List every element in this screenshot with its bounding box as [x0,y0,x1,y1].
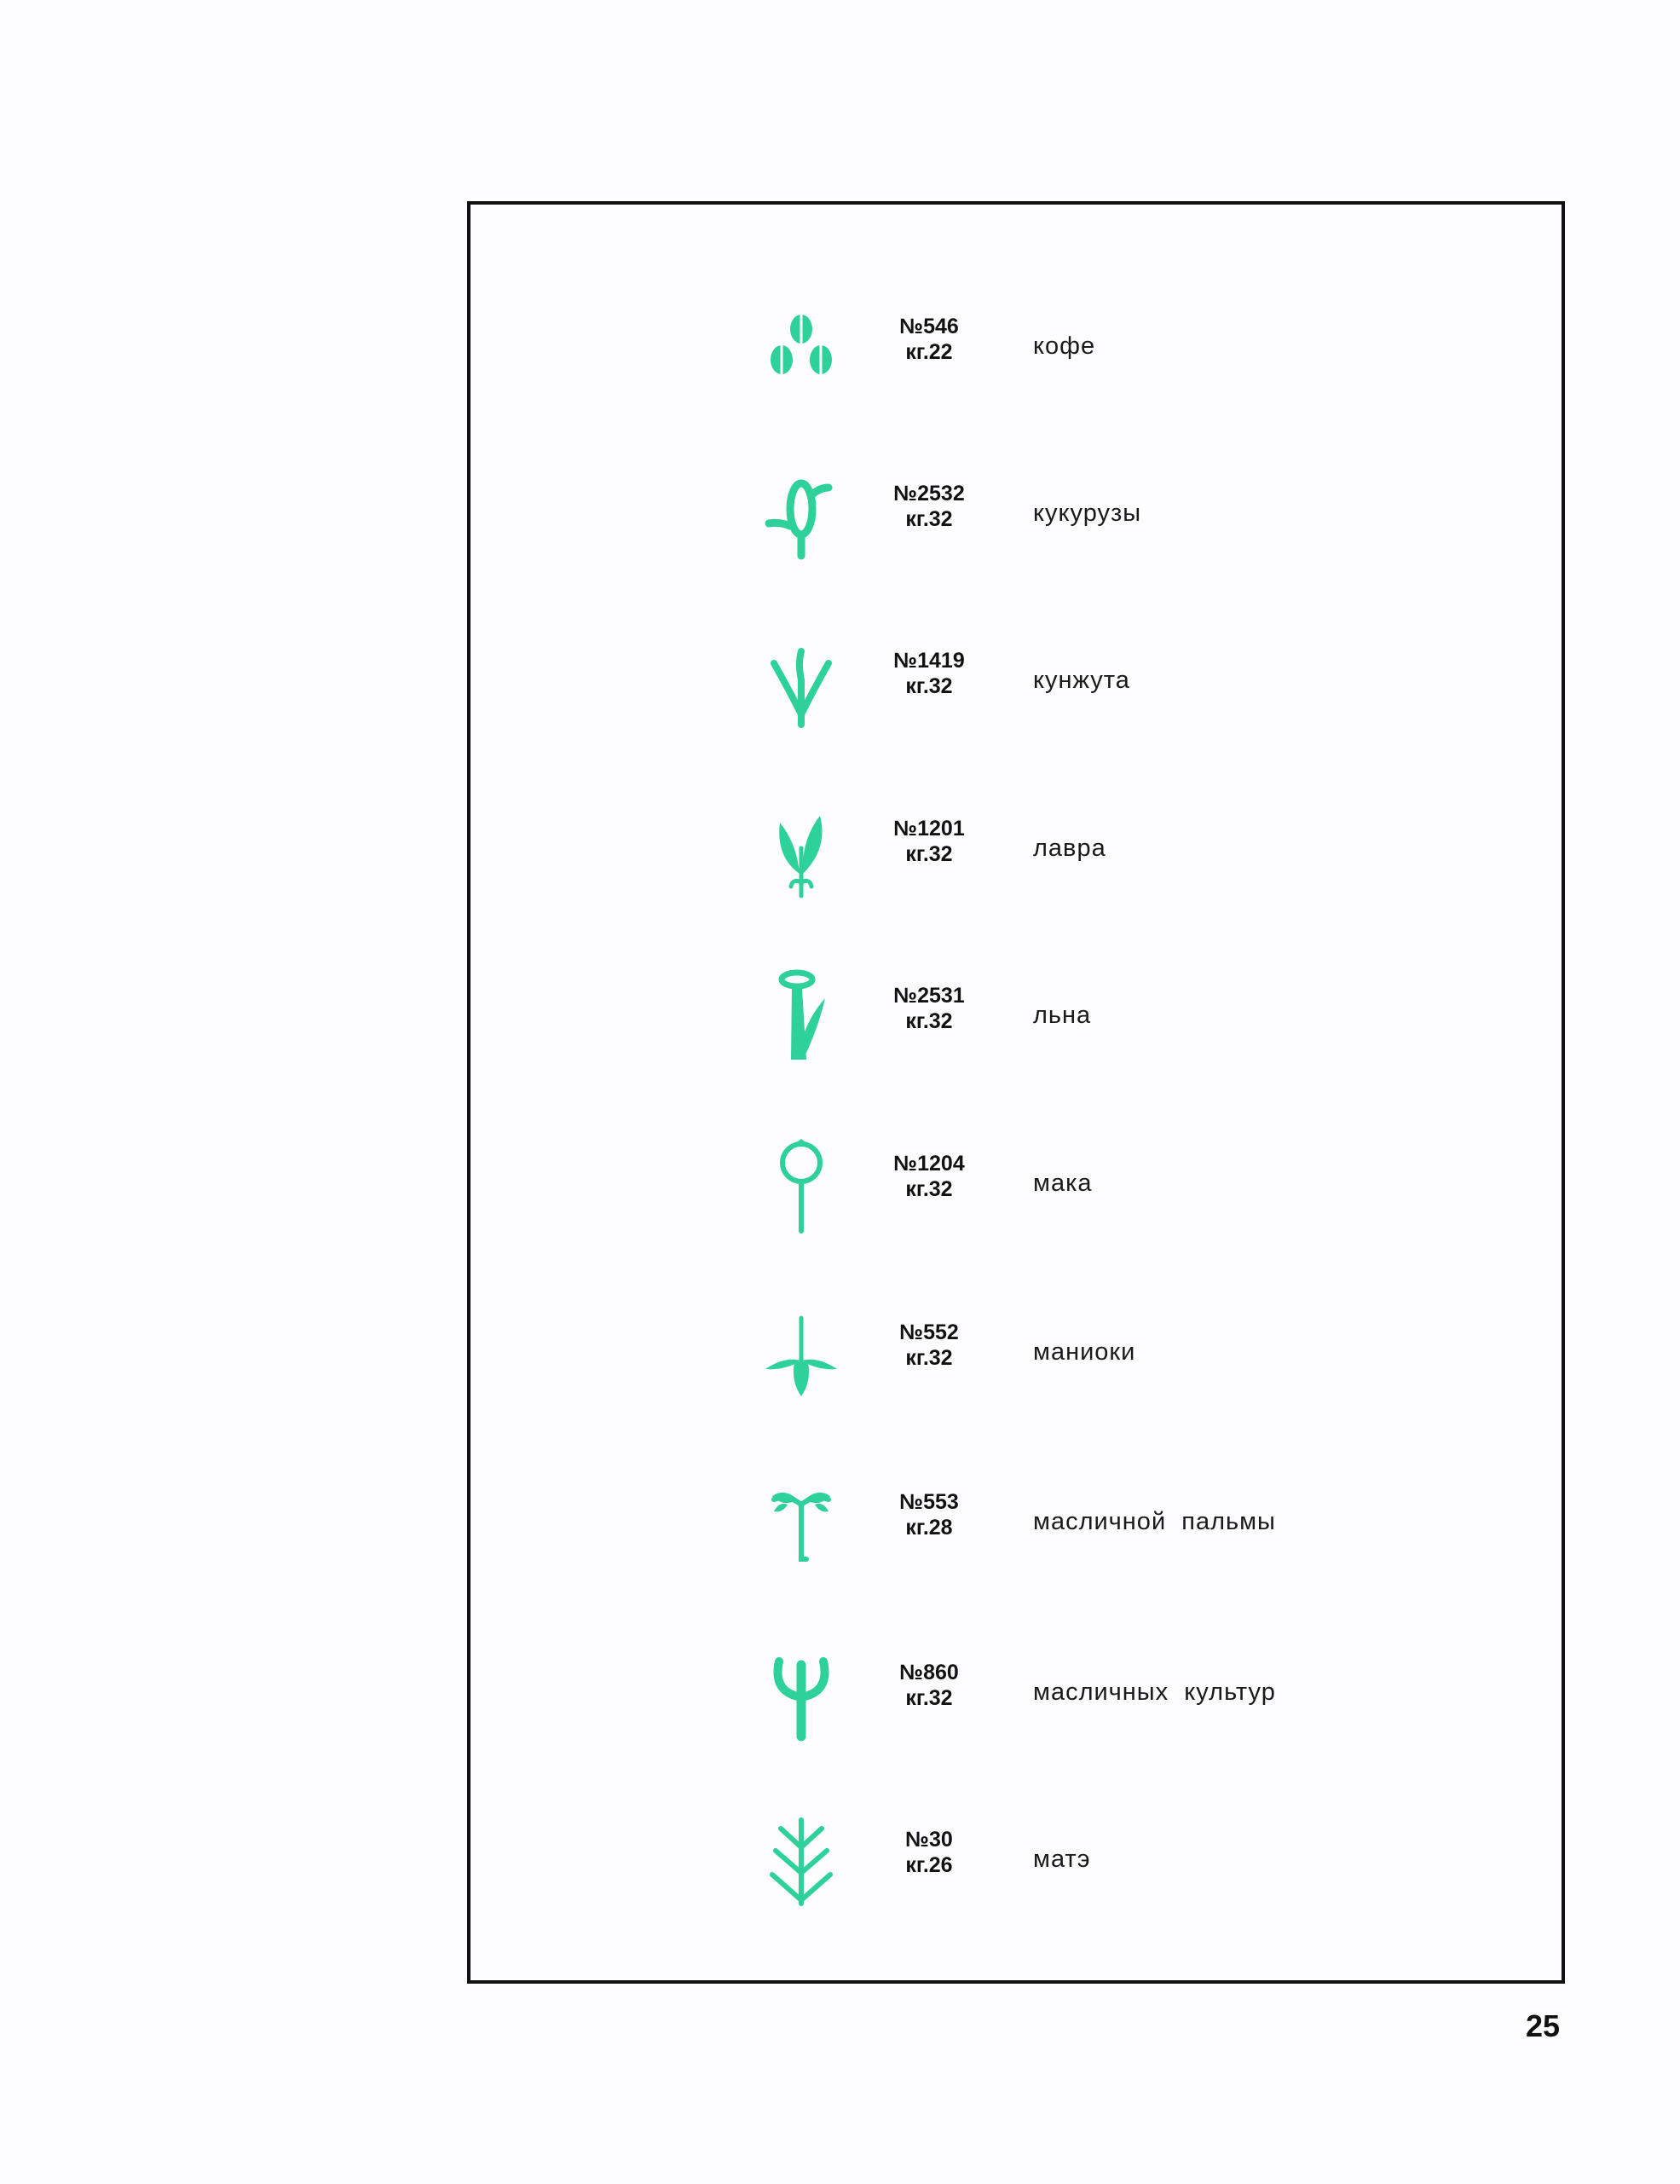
crop-name: маниоки [1033,1338,1136,1366]
symbol-number: №1201 [893,817,965,841]
legend-row-cassava [750,1301,1432,1403]
symbol-size: кг.32 [905,1177,953,1201]
symbol-size: кг.26 [905,1853,953,1877]
symbol-size: кг.32 [905,1009,953,1033]
symbol-size: кг.22 [905,340,953,364]
symbol-size: кг.28 [905,1516,953,1540]
crop-name: мака [1033,1170,1093,1197]
cassava-icon [750,1301,852,1403]
symbol-number: №552 [899,1320,959,1344]
symbol-number: №1419 [893,649,965,673]
crop-name: масличной пальмы [1033,1508,1276,1535]
legend-row-coffee [750,295,1432,397]
legend-row-oil-palm [750,1470,1432,1573]
crop-name: масличных культур [1033,1678,1276,1706]
coffee-beans-icon [750,295,852,397]
symbol-size: кг.32 [905,1686,953,1710]
legend-row-sesame [750,629,1432,731]
symbol-number: №1204 [893,1152,965,1176]
legend-row-oil-crops [750,1641,1432,1743]
legend-row-mate [750,1808,1432,1910]
legend-row-poppy [750,1132,1432,1234]
symbol-number: №546 [899,315,959,338]
mate-icon [750,1808,852,1910]
crop-name: льна [1033,1002,1092,1029]
symbol-size: кг.32 [905,842,953,866]
symbol-number: №2532 [893,482,965,506]
legend-row-flax [750,964,1432,1066]
symbol-number: №553 [899,1490,959,1514]
laurel-icon [750,797,852,899]
symbol-number: №30 [905,1828,953,1852]
legend-row-laurel [750,797,1432,899]
oil-palm-icon [750,1470,852,1573]
symbol-size: кг.32 [905,507,953,531]
symbol-size: кг.32 [905,674,953,698]
symbol-number: №2531 [893,984,965,1008]
crop-name: кукурузы [1033,500,1142,527]
oil-crops-icon [750,1641,852,1743]
page-number: 25 [1526,2008,1561,2043]
poppy-icon [750,1132,852,1234]
legend-row-corn [750,462,1432,564]
sesame-icon [750,629,852,731]
crop-name: кофе [1033,332,1096,360]
corn-icon [750,462,852,564]
crop-name: лавра [1033,835,1106,862]
symbol-number: №860 [899,1661,959,1684]
symbol-size: кг.32 [905,1346,953,1370]
crop-name: кунжута [1033,667,1130,694]
flax-icon [750,964,852,1066]
crop-name: матэ [1033,1846,1091,1873]
